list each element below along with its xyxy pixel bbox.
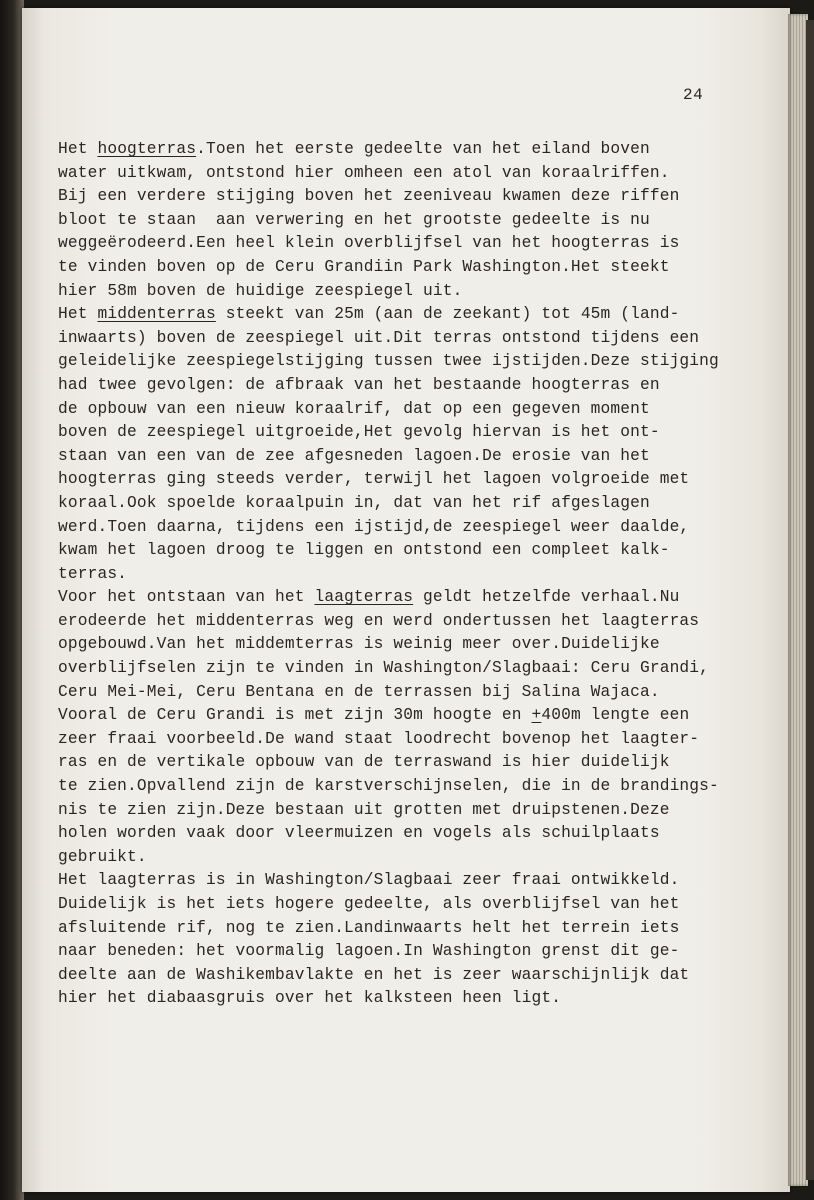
page-edges bbox=[788, 14, 808, 1186]
text-line bbox=[58, 657, 758, 681]
text-segment: overblijfselen zijn te vinden in Washington/Slagbaai: Ceru Grandi, bbox=[58, 659, 710, 678]
text-segment: Het bbox=[58, 305, 98, 324]
text-line bbox=[58, 728, 758, 752]
text-segment: naar beneden: het voormalig lagoen.In Washington grenst dit ge- bbox=[58, 942, 680, 961]
text-segment: deelte aan de Washikembavlakte en het is zeer waarschijnlijk dat bbox=[58, 965, 690, 984]
underlined-term: hoogterras bbox=[97, 140, 197, 158]
text-segment: geldt hetzelfde verhaal.Nu bbox=[413, 588, 680, 607]
underlined-term: laagterras bbox=[314, 588, 414, 607]
text-segment: weggeërodeerd.Een heel klein overblijfsel van het hoogterras is bbox=[58, 234, 680, 253]
text-line bbox=[58, 822, 758, 846]
text-segment: inwaarts) boven de zeespiegel uit.Dit terras ontstond tijdens een bbox=[58, 328, 700, 347]
text-line bbox=[58, 185, 758, 209]
text-segment: zeer fraai voorbeeld.De wand staat loodrecht bovenop het laagter- bbox=[58, 729, 700, 748]
text-segment: staan van een van de zee afgesneden lagoen.De erosie van het bbox=[58, 446, 650, 465]
text-line bbox=[58, 681, 758, 705]
text-segment: hier 58m boven de huidige zeespiegel uit. bbox=[58, 281, 463, 300]
text-line bbox=[58, 327, 758, 351]
text-segment: boven de zeespiegel uitgroeide,Het gevolg hiervan is het ont- bbox=[58, 423, 660, 442]
book-cover-edge bbox=[806, 20, 814, 1180]
underlined-term: + bbox=[531, 706, 542, 725]
text-line bbox=[58, 468, 758, 492]
text-segment: Bij een verdere stijging boven het zeeniveau kwamen deze riffen bbox=[58, 187, 680, 206]
text-line bbox=[58, 563, 758, 587]
text-segment: .Toen het eerste gedeelte van het eiland boven bbox=[196, 140, 650, 158]
text-line bbox=[58, 586, 758, 610]
text-line bbox=[58, 421, 758, 445]
text-segment: geleidelijke zeespiegelstijging tussen twee ijstijden.Deze stijging bbox=[58, 352, 719, 371]
text-segment: kwam het lagoen droog te liggen en ontstond een compleet kalk- bbox=[58, 541, 670, 560]
text-line bbox=[58, 964, 758, 988]
text-line bbox=[58, 232, 758, 256]
text-segment: 400m lengte een bbox=[541, 706, 690, 725]
text-segment: afsluitende rif, nog te zien.Landinwaarts helt het terrein iets bbox=[58, 918, 680, 937]
underlined-term: middenterras bbox=[97, 305, 216, 324]
text-line bbox=[58, 445, 758, 469]
text-segment: nis te zien zijn.Deze bestaan uit grotten met druipstenen.Deze bbox=[58, 800, 670, 819]
text-segment: te vinden boven op de Ceru Grandiin Park Washington.Het steekt bbox=[58, 257, 670, 276]
text-line bbox=[58, 303, 758, 327]
text-segment: werd.Toen daarna, tijdens een ijstijd,de zeespiegel weer daalde, bbox=[58, 517, 690, 536]
text-segment: ras en de vertikale opbouw van de terraswand is hier duidelijk bbox=[58, 753, 670, 772]
text-line bbox=[58, 704, 758, 728]
text-line bbox=[58, 775, 758, 799]
text-segment: terras. bbox=[58, 564, 128, 583]
text-line bbox=[58, 350, 758, 374]
text-line bbox=[58, 799, 758, 823]
text-line bbox=[58, 138, 758, 162]
text-line bbox=[58, 917, 758, 941]
text-line bbox=[58, 256, 758, 280]
text-segment: gebruikt. bbox=[58, 847, 147, 866]
text-line bbox=[58, 869, 758, 893]
text-segment: Duidelijk is het iets hogere gedeelte, als overblijfsel van het bbox=[58, 895, 680, 913]
text-segment: opgebouwd.Van het middemterras is weinig meer over.Duidelijke bbox=[58, 635, 660, 654]
text-segment: Het laagterras is in Washington/Slagbaai zeer fraai ontwikkeld. bbox=[58, 871, 680, 890]
text-segment: Ceru Mei-Mei, Ceru Bentana en de terrassen bij Salina Wajaca. bbox=[58, 682, 660, 701]
text-segment: erodeerde het middenterras weg en werd ondertussen het laagterras bbox=[58, 611, 700, 630]
text-segment: de opbouw van een nieuw koraalrif, dat op een gegeven moment bbox=[58, 399, 650, 418]
text-line bbox=[58, 610, 758, 634]
text-line bbox=[58, 209, 758, 233]
page-number: 24 bbox=[683, 86, 704, 104]
text-line bbox=[58, 162, 758, 186]
typewritten-body-text bbox=[58, 138, 758, 1011]
text-segment: had twee gevolgen: de afbraak van het bestaande hoogterras en bbox=[58, 375, 660, 394]
text-line bbox=[58, 280, 758, 304]
text-segment: holen worden vaak door vleermuizen en vogels als schuilplaats bbox=[58, 824, 660, 843]
text-line bbox=[58, 539, 758, 563]
text-segment: bloot te staan aan verwering en het grootste gedeelte is nu bbox=[58, 210, 650, 229]
text-line bbox=[58, 516, 758, 540]
text-segment: te zien.Opvallend zijn de karstverschijnselen, die in de brandings- bbox=[58, 777, 719, 796]
text-segment: Het bbox=[58, 140, 98, 158]
text-segment: hoogterras ging steeds verder, terwijl het lagoen volgroeide met bbox=[58, 470, 690, 489]
text-line bbox=[58, 398, 758, 422]
text-line bbox=[58, 846, 758, 870]
text-line bbox=[58, 374, 758, 398]
text-segment: water uitkwam, ontstond hier omheen een atol van koraalriffen. bbox=[58, 163, 670, 182]
text-line bbox=[58, 751, 758, 775]
text-segment: Voor het ontstaan van het bbox=[58, 588, 315, 607]
text-segment: Vooral de Ceru Grandi is met zijn 30m hoogte en bbox=[58, 706, 532, 725]
text-line bbox=[58, 987, 758, 1011]
text-line bbox=[58, 633, 758, 657]
text-line bbox=[58, 492, 758, 516]
text-segment: koraal.Ook spoelde koraalpuin in, dat van het rif afgeslagen bbox=[58, 493, 650, 512]
text-line bbox=[58, 940, 758, 964]
text-line bbox=[58, 893, 758, 917]
text-segment: hier het diabaasgruis over het kalksteen heen ligt. bbox=[58, 989, 562, 1008]
text-segment: steekt van 25m (aan de zeekant) tot 45m (land- bbox=[215, 305, 680, 324]
book-binding-gutter bbox=[0, 0, 24, 1200]
